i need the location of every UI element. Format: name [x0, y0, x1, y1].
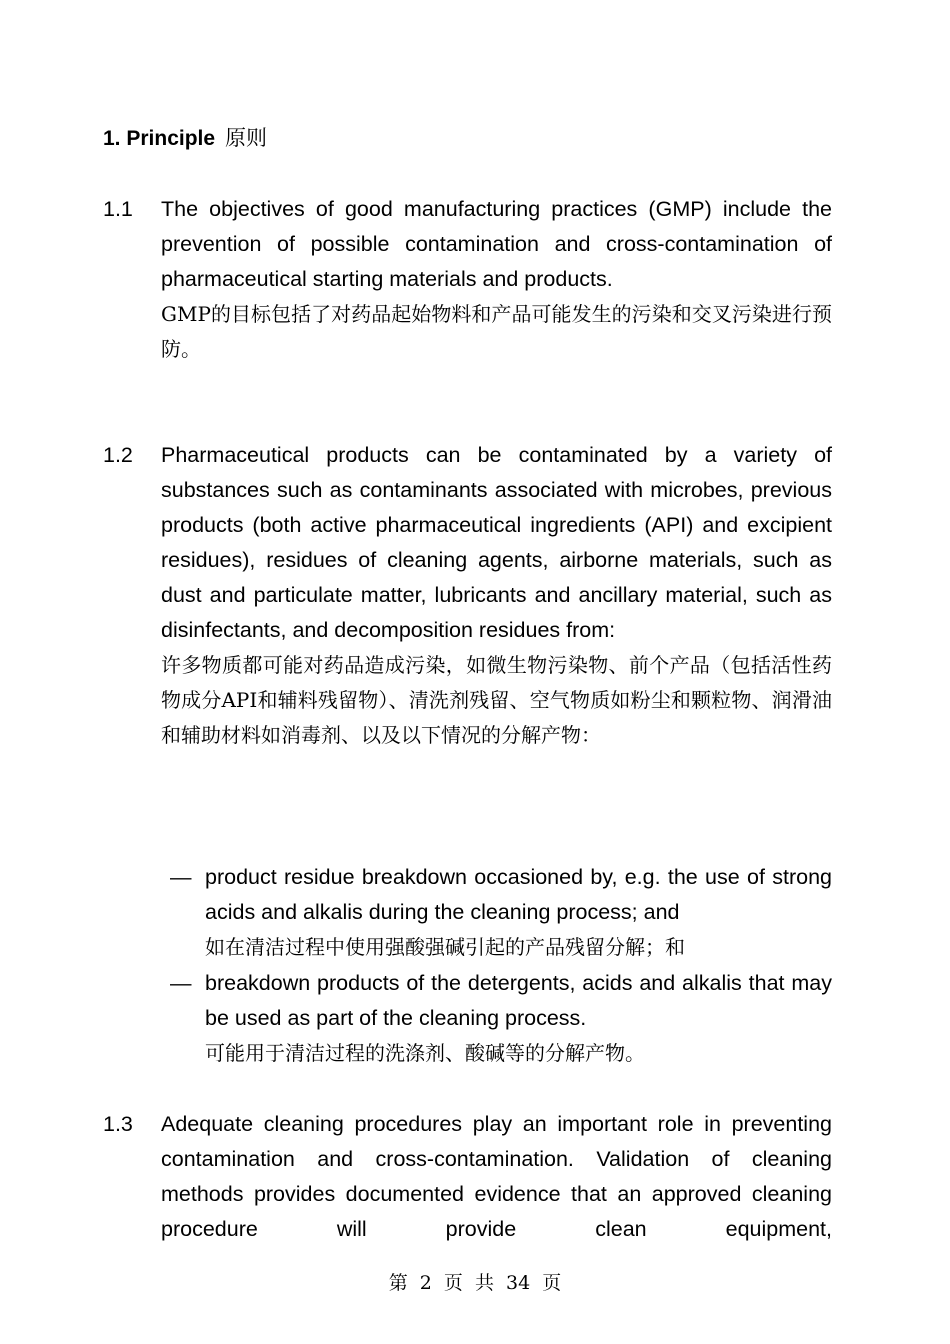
paragraph-1-3 [103, 1107, 832, 1247]
bullet-dash: — [170, 865, 192, 889]
bullet-text-en: product residue breakdown occasioned by, e.g. the use of strong acids and alkalis during the cleaning process; and [205, 865, 832, 924]
paragraph-number: 1.3 [103, 1112, 133, 1136]
bullet-item-2 [170, 966, 832, 1071]
paragraph-1-1 [103, 192, 832, 367]
paragraph-text-en: Pharmaceutical products can be contaminated by a variety of substances such as contaminants associated with microbes, previous products (both active pharmaceutical ingredients (API) and excipient residues), residues of cleaning agents, airborne materials, such as dust and particulate matter, lubricants and ancillary material, such as disinfectants, and decomposition residues from: [161, 443, 832, 642]
paragraph-text-en: The objectives of good manufacturing practices (GMP) include the prevention of possible contamination and cross-contamination of pharmaceutical starting materials and products. [161, 197, 832, 291]
section-title-cn: 原则 [225, 126, 268, 150]
bullet-text-en: breakdown products of the detergents, acids and alkalis that may be used as part of the cleaning process. [205, 971, 832, 1030]
paragraph-text-cn: GMP的目标包括了对药品起始物料和产品可能发生的污染和交叉污染进行预防。 [161, 302, 832, 361]
section-heading [103, 122, 267, 152]
section-title: 1. Principle [103, 127, 216, 150]
bullet-text-cn: 如在清洁过程中使用强酸强碱引起的产品残留分解；和 [205, 935, 685, 959]
bullet-dash: — [170, 971, 192, 995]
paragraph-number: 1.1 [103, 197, 133, 221]
paragraph-number: 1.2 [103, 443, 133, 467]
bullet-item-1 [170, 860, 832, 965]
bullet-text-cn: 可能用于清洁过程的洗涤剂、酸碱等的分解产物。 [205, 1041, 645, 1065]
paragraph-text-en: Adequate cleaning procedures play an important role in preventing contamination and cross-contamination. Validation of cleaning methods provides documented evidence that an approved cleaning procedure will provide clean equipment, [161, 1112, 832, 1241]
paragraph-text-cn: 许多物质都可能对药品造成污染，如微生物污染物、前个产品（包括活性药物成分API和辅料残留物）、清洗剂残留、空气物质如粉尘和颗粒物、润滑油和辅助材料如消毒剂、以及以下情况的分解产物： [161, 653, 832, 747]
paragraph-1-2 [103, 438, 832, 753]
page-footer: 第 2 页 共 34 页 [388, 1272, 562, 1294]
